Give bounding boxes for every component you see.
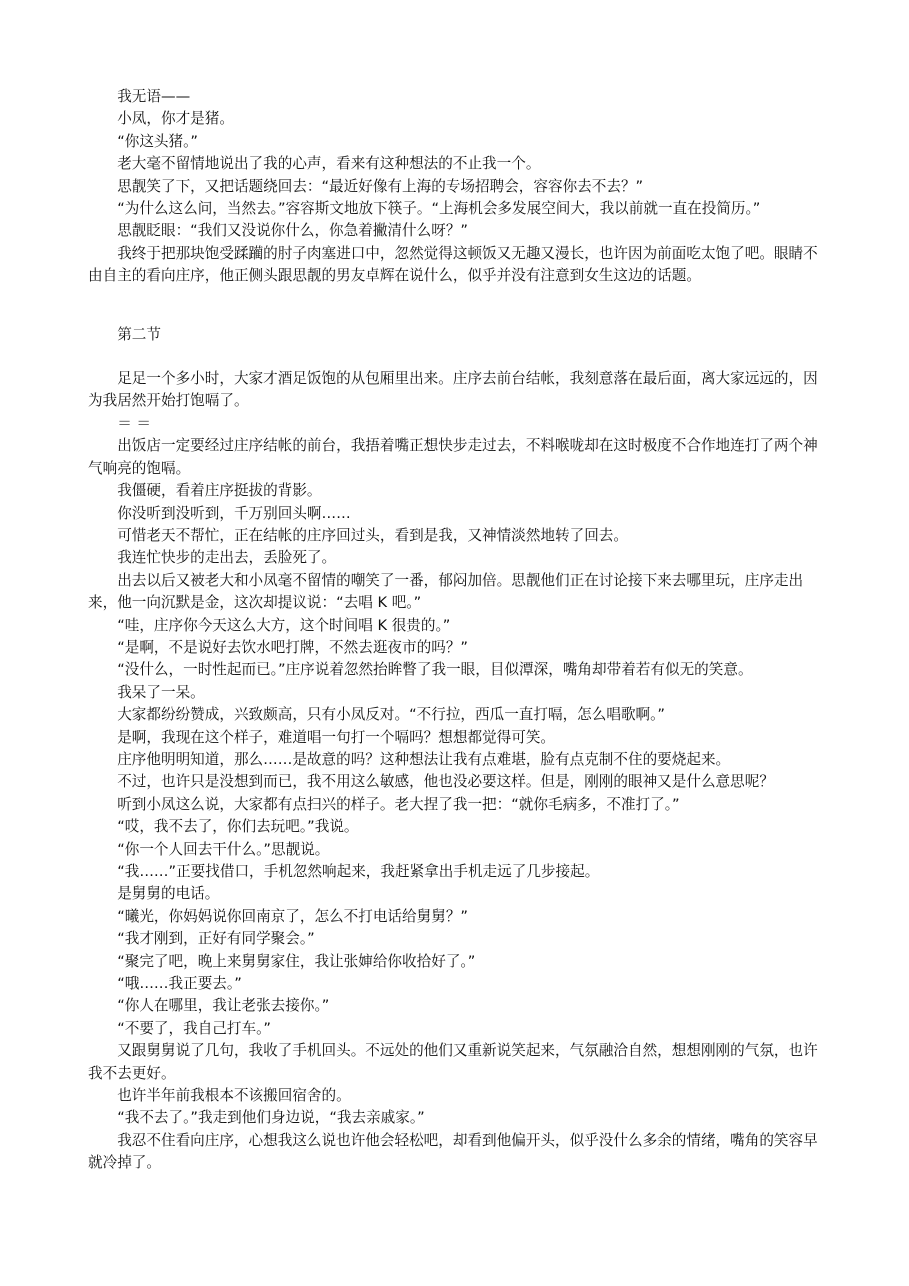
paragraph: 你没听到没听到，千万别回头啊…… (117, 504, 351, 522)
spacer (88, 346, 832, 368)
paragraph: “你一个人回去干什么。”思靓说。 (117, 840, 330, 858)
paragraph: 是啊，我现在这个样子，难道唱一句打一个嗝吗？想想都觉得可笑。 (117, 728, 556, 746)
paragraph: “不要了，我自己打车。” (117, 1019, 271, 1037)
paragraph: 我终于把那块饱受蹂躏的肘子肉塞进口中，忽然觉得这顿饭又无趣又漫长，也许因为前面吃太饱了吧。眼睛不由自主的看向庄序，他正侧头跟思靓的男友卓辉在说什么，似乎并没有注意到女生这边的话题。 (88, 244, 818, 285)
section-heading: 第二节 (117, 325, 161, 343)
paragraph: ＝ ＝ (117, 414, 152, 432)
paragraph: 大家都纷纷赞成，兴致颇高，只有小凤反对。“不行拉，西瓜一直打嗝，怎么唱歌啊。” (117, 706, 665, 724)
spacer (88, 288, 832, 324)
paragraph: 是舅舅的电话。 (117, 885, 220, 903)
paragraph: 听到小凤这么说，大家都有点扫兴的样子。老大捏了我一把：“就你毛病多，不准打了。” (117, 795, 680, 813)
paragraph: 我忍不住看向庄序，心想我这么说也许他会轻松吧，却看到他偏开头，似乎没什么多余的情绪，嘴角的笑容早就冷掉了。 (88, 1131, 818, 1172)
paragraph: “我才刚到，正好有同学聚会。” (117, 930, 315, 948)
paragraph: 足足一个多小时，大家才酒足饭饱的从包厢里出来。庄序去前台结帐，我刻意落在最后面，离大家远远的，因为我居然开始打饱嗝了。 (88, 370, 818, 410)
paragraph: 我僵硬，看着庄序挺拔的背影。 (117, 482, 322, 500)
paragraph: 可惜老天不帮忙，正在结帐的庄序回过头，看到是我，又神情淡然地转了回去。 (117, 526, 628, 544)
text-block-part1 (88, 86, 832, 288)
paragraph: “是啊，不是说好去饮水吧打牌，不然去逛夜市的吗？” (117, 638, 468, 656)
paragraph: 小凤，你才是猪。 (117, 110, 234, 128)
paragraph: “你人在哪里，我让老张去接你。” (117, 997, 330, 1015)
paragraph: “我……”正要找借口，手机忽然响起来，我赶紧拿出手机走远了几步接起。 (117, 863, 600, 880)
paragraph: 出饭店一定要经过庄序结帐的前台，我捂着嘴正想快步走过去，不料喉咙却在这时极度不合作地连打了两个神气响亮的饱嗝。 (88, 437, 818, 477)
document-page (88, 86, 832, 1175)
paragraph: 思靓眨眼：“我们又没说你什么，你急着撇清什么呀？” (117, 222, 468, 240)
paragraph: “曦光，你妈妈说你回南京了，怎么不打电话给舅舅？” (117, 907, 468, 925)
paragraph: 出去以后又被老大和小凤毫不留情的嘲笑了一番，郁闷加倍。思靓他们正在讨论接下来去哪里玩，庄序走出来，他一向沉默是金，这次却提议说：“去唱 K 吧。” (88, 571, 804, 612)
text-block-part2 (88, 368, 832, 1175)
paragraph: 我呆了一呆。 (117, 683, 205, 701)
paragraph: 不过，也许只是没想到而已，我不用这么敏感，他也没必要这样。但是，刚刚的眼神又是什么意思呢？ (117, 773, 774, 791)
paragraph: “哎，我不去了，你们去玩吧。”我说。 (117, 818, 359, 836)
paragraph: “哦……我正要去。” (117, 975, 242, 993)
paragraph: “我不去了。”我走到他们身边说，“我去亲戚家。” (117, 1109, 425, 1127)
paragraph: 也许半年前我根本不该搬回宿舍的。 (117, 1087, 351, 1105)
paragraph: 老大毫不留情地说出了我的心声，看来有这种想法的不止我一个。 (117, 155, 541, 173)
paragraph: “聚完了吧，晚上来舅舅家住，我让张婶给你收拾好了。” (117, 952, 476, 970)
paragraph: 我无语—— (117, 88, 191, 105)
paragraph: 思靓笑了下，又把话题绕回去：“最近好像有上海的专场招聘会，容容你去不去？” (117, 177, 644, 195)
paragraph: “你这头猪。” (117, 132, 198, 150)
paragraph: 又跟舅舅说了几句，我收了手机回头。不远处的他们又重新说笑起来，气氛融洽自然，想想刚刚的气氛，也许我不去更好。 (88, 1042, 818, 1082)
paragraph: 庄序他明明知道，那么……是故意的吗？这种想法让我有点难堪，脸有点克制不住的要烧起来。 (117, 750, 731, 768)
paragraph: “哇，庄序你今天这么大方，这个时间唱 K 很贵的。” (117, 616, 451, 634)
paragraph: “为什么这么问，当然去。”容容斯文地放下筷子。“上海机会多发展空间大，我以前就一直在投简历。” (117, 200, 761, 218)
paragraph: 我连忙快步的走出去，丢脸死了。 (117, 549, 337, 567)
paragraph: “没什么，一时性起而已。”庄序说着忽然抬眸瞥了我一眼，目似潭深，嘴角却带着若有似无的笑意。 (117, 661, 753, 679)
